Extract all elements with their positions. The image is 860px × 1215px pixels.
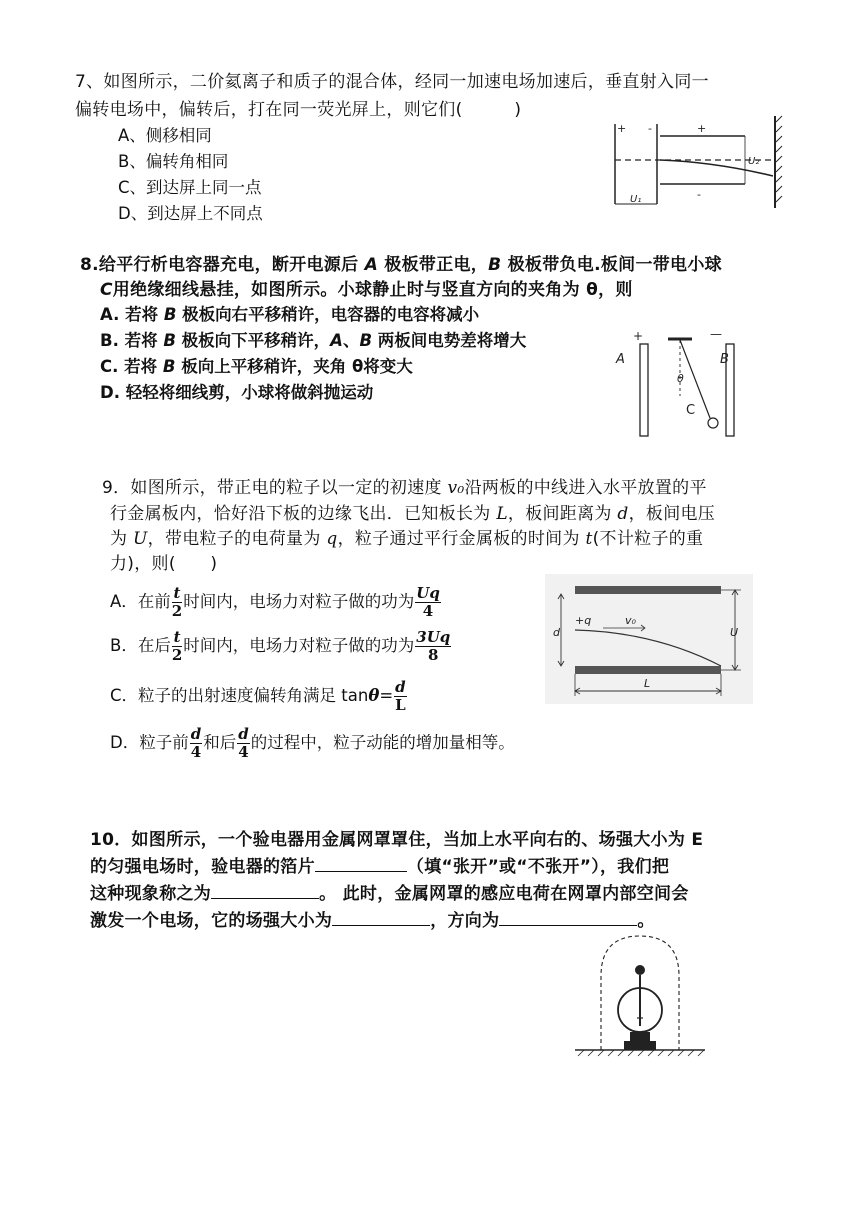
q9-stem-line4: 力)，则( ) bbox=[110, 554, 218, 574]
q9-option-a: A．在前 $\frac{t}{2}$ 时间内，电场力对粒子做的功为 $\frac{Uq}{4}$ bbox=[110, 584, 440, 620]
q8-fig-label-a: A bbox=[616, 352, 625, 367]
q8-stem-line1 bbox=[80, 253, 722, 277]
q9-top-plate bbox=[575, 586, 721, 594]
q9-fig-u: U bbox=[730, 626, 739, 639]
q9-v0: v₀ bbox=[447, 478, 465, 498]
q9-plates-figure bbox=[545, 574, 753, 704]
q7-fig-minus2: - bbox=[697, 188, 701, 201]
q8-stem-line2 bbox=[100, 278, 633, 302]
q8-fig-theta: θ bbox=[677, 372, 684, 385]
q8-text-b: 极板带正电， bbox=[384, 255, 489, 275]
q8-text-a: 给平行析电容器充电，断开电源后 bbox=[98, 255, 359, 275]
q10-electroscope-knob bbox=[635, 965, 645, 975]
q8-fig-label-c: C bbox=[686, 403, 696, 418]
q8-ball bbox=[708, 418, 718, 428]
q10-blank-2[interactable] bbox=[211, 882, 319, 899]
q10-stem-line2: 的匀强电场时，验电器的箔片 （填“张开”或“不张开”），我们把 bbox=[90, 857, 670, 877]
q7-fig-u1: U₁ bbox=[630, 194, 642, 205]
q9-option-c: C．粒子的出射速度偏转角满足 tanθ= $\frac{d}{L}$ bbox=[110, 678, 406, 714]
q7-stem-line1: 7、如图所示，二价氦离子和质子的混合体，经同一加速电场加速后，垂直射入同一 bbox=[75, 72, 709, 92]
q8-option-a: A. 若将 B 极板向右平移稍许，电容器的电容将减小 bbox=[100, 305, 480, 324]
q9-bottom-plate bbox=[575, 666, 721, 674]
q9-fig-l: L bbox=[644, 677, 651, 690]
q8-plate-a-label: A bbox=[364, 255, 379, 275]
q8-plate-a bbox=[640, 344, 648, 436]
q8-text-line2: 用绝缘细线悬挂，如图所示。小球静止时与竖直方向的夹角为 θ，则 bbox=[112, 280, 633, 300]
q10-blank-1[interactable] bbox=[315, 855, 407, 872]
q10-blank-3[interactable] bbox=[332, 909, 430, 926]
q8-number: 8. bbox=[80, 255, 99, 275]
q10-stem-line1: 10．如图所示，一个验电器用金属网罩罩住，当加上水平向右的、场强大小为 E bbox=[90, 830, 704, 850]
q9-stem-line1: 9．如图所示，带正电的粒子以一定的初速度 v₀沿两板的中线进入水平放置的平 bbox=[102, 478, 707, 498]
q8-option-d: D. 轻轻将细线剪，小球将做斜抛运动 bbox=[100, 383, 374, 402]
q7-fig-plus2: + bbox=[697, 122, 707, 135]
q10-electroscope-figure bbox=[570, 928, 710, 1058]
q7-option-c: C、到达屏上同一点 bbox=[118, 178, 262, 197]
q8-capacitor-figure bbox=[610, 326, 745, 441]
q7-fig-plus1: + bbox=[617, 122, 627, 135]
q10-stem-line4: 激发一个电场，它的场强大小为 ，方向为 。 bbox=[90, 911, 655, 931]
q8-fig-plus: + bbox=[633, 329, 644, 343]
q8-plate-b-label: B bbox=[488, 255, 502, 275]
q8-ball-c-label: C bbox=[100, 280, 113, 300]
q8-option-c: C. 若将 B 板向上平移稍许，夹角 θ将变大 bbox=[100, 357, 413, 376]
q8-fig-label-b: B bbox=[720, 352, 729, 367]
q10-stem-line3: 这种现象称之为 。 此时，金属网罩的感应电荷在网罩内部空间会 bbox=[90, 884, 689, 904]
q7-stem-line2: 偏转电场中，偏转后，打在同一荧光屏上，则它们( ) bbox=[75, 100, 522, 120]
q7-deflection-figure bbox=[605, 112, 785, 210]
q8-text-c: 极板带负电.板间一带电小球 bbox=[507, 255, 722, 275]
q7-fig-u2: U₂ bbox=[748, 156, 760, 167]
q9-option-b: B．在后 $\frac{t}{2}$ 时间内，电场力对粒子做的功为 $\frac{3Uq}{8}$ bbox=[110, 628, 451, 664]
q10-electroscope-base bbox=[630, 1032, 650, 1041]
q7-option-d: D、到达屏上不同点 bbox=[118, 204, 263, 223]
q10-blank-4[interactable] bbox=[499, 909, 637, 926]
q8-fig-minus: — bbox=[710, 327, 722, 341]
q9-fig-v0: v₀ bbox=[625, 614, 636, 627]
q9-fig-d: d bbox=[553, 626, 560, 639]
q9-stem-line3: 为 U，带电粒子的电荷量为 q，粒子通过平行金属板的时间为 t(不计粒子的重 bbox=[110, 529, 704, 549]
q9-option-d: D．粒子前 $\frac{d}{4}$ 和后 $\frac{d}{4}$ 的过程中，粒子动能的增加量相等。 bbox=[110, 725, 515, 761]
q9-fig-plus-q: +q bbox=[575, 614, 592, 627]
q7-option-a: A、侧移相同 bbox=[118, 126, 212, 145]
q8-option-b: B. 若将 B 极板向下平移稍许，A、B 两板间电势差将增大 bbox=[100, 331, 527, 350]
q9-stem-line2: 行金属板内，恰好沿下板的边缘飞出．已知板长为 L，板间距离为 d，板间电压 bbox=[110, 504, 716, 524]
q7-fig-minus1: - bbox=[648, 122, 652, 135]
q7-option-b: B、偏转角相同 bbox=[118, 152, 229, 171]
